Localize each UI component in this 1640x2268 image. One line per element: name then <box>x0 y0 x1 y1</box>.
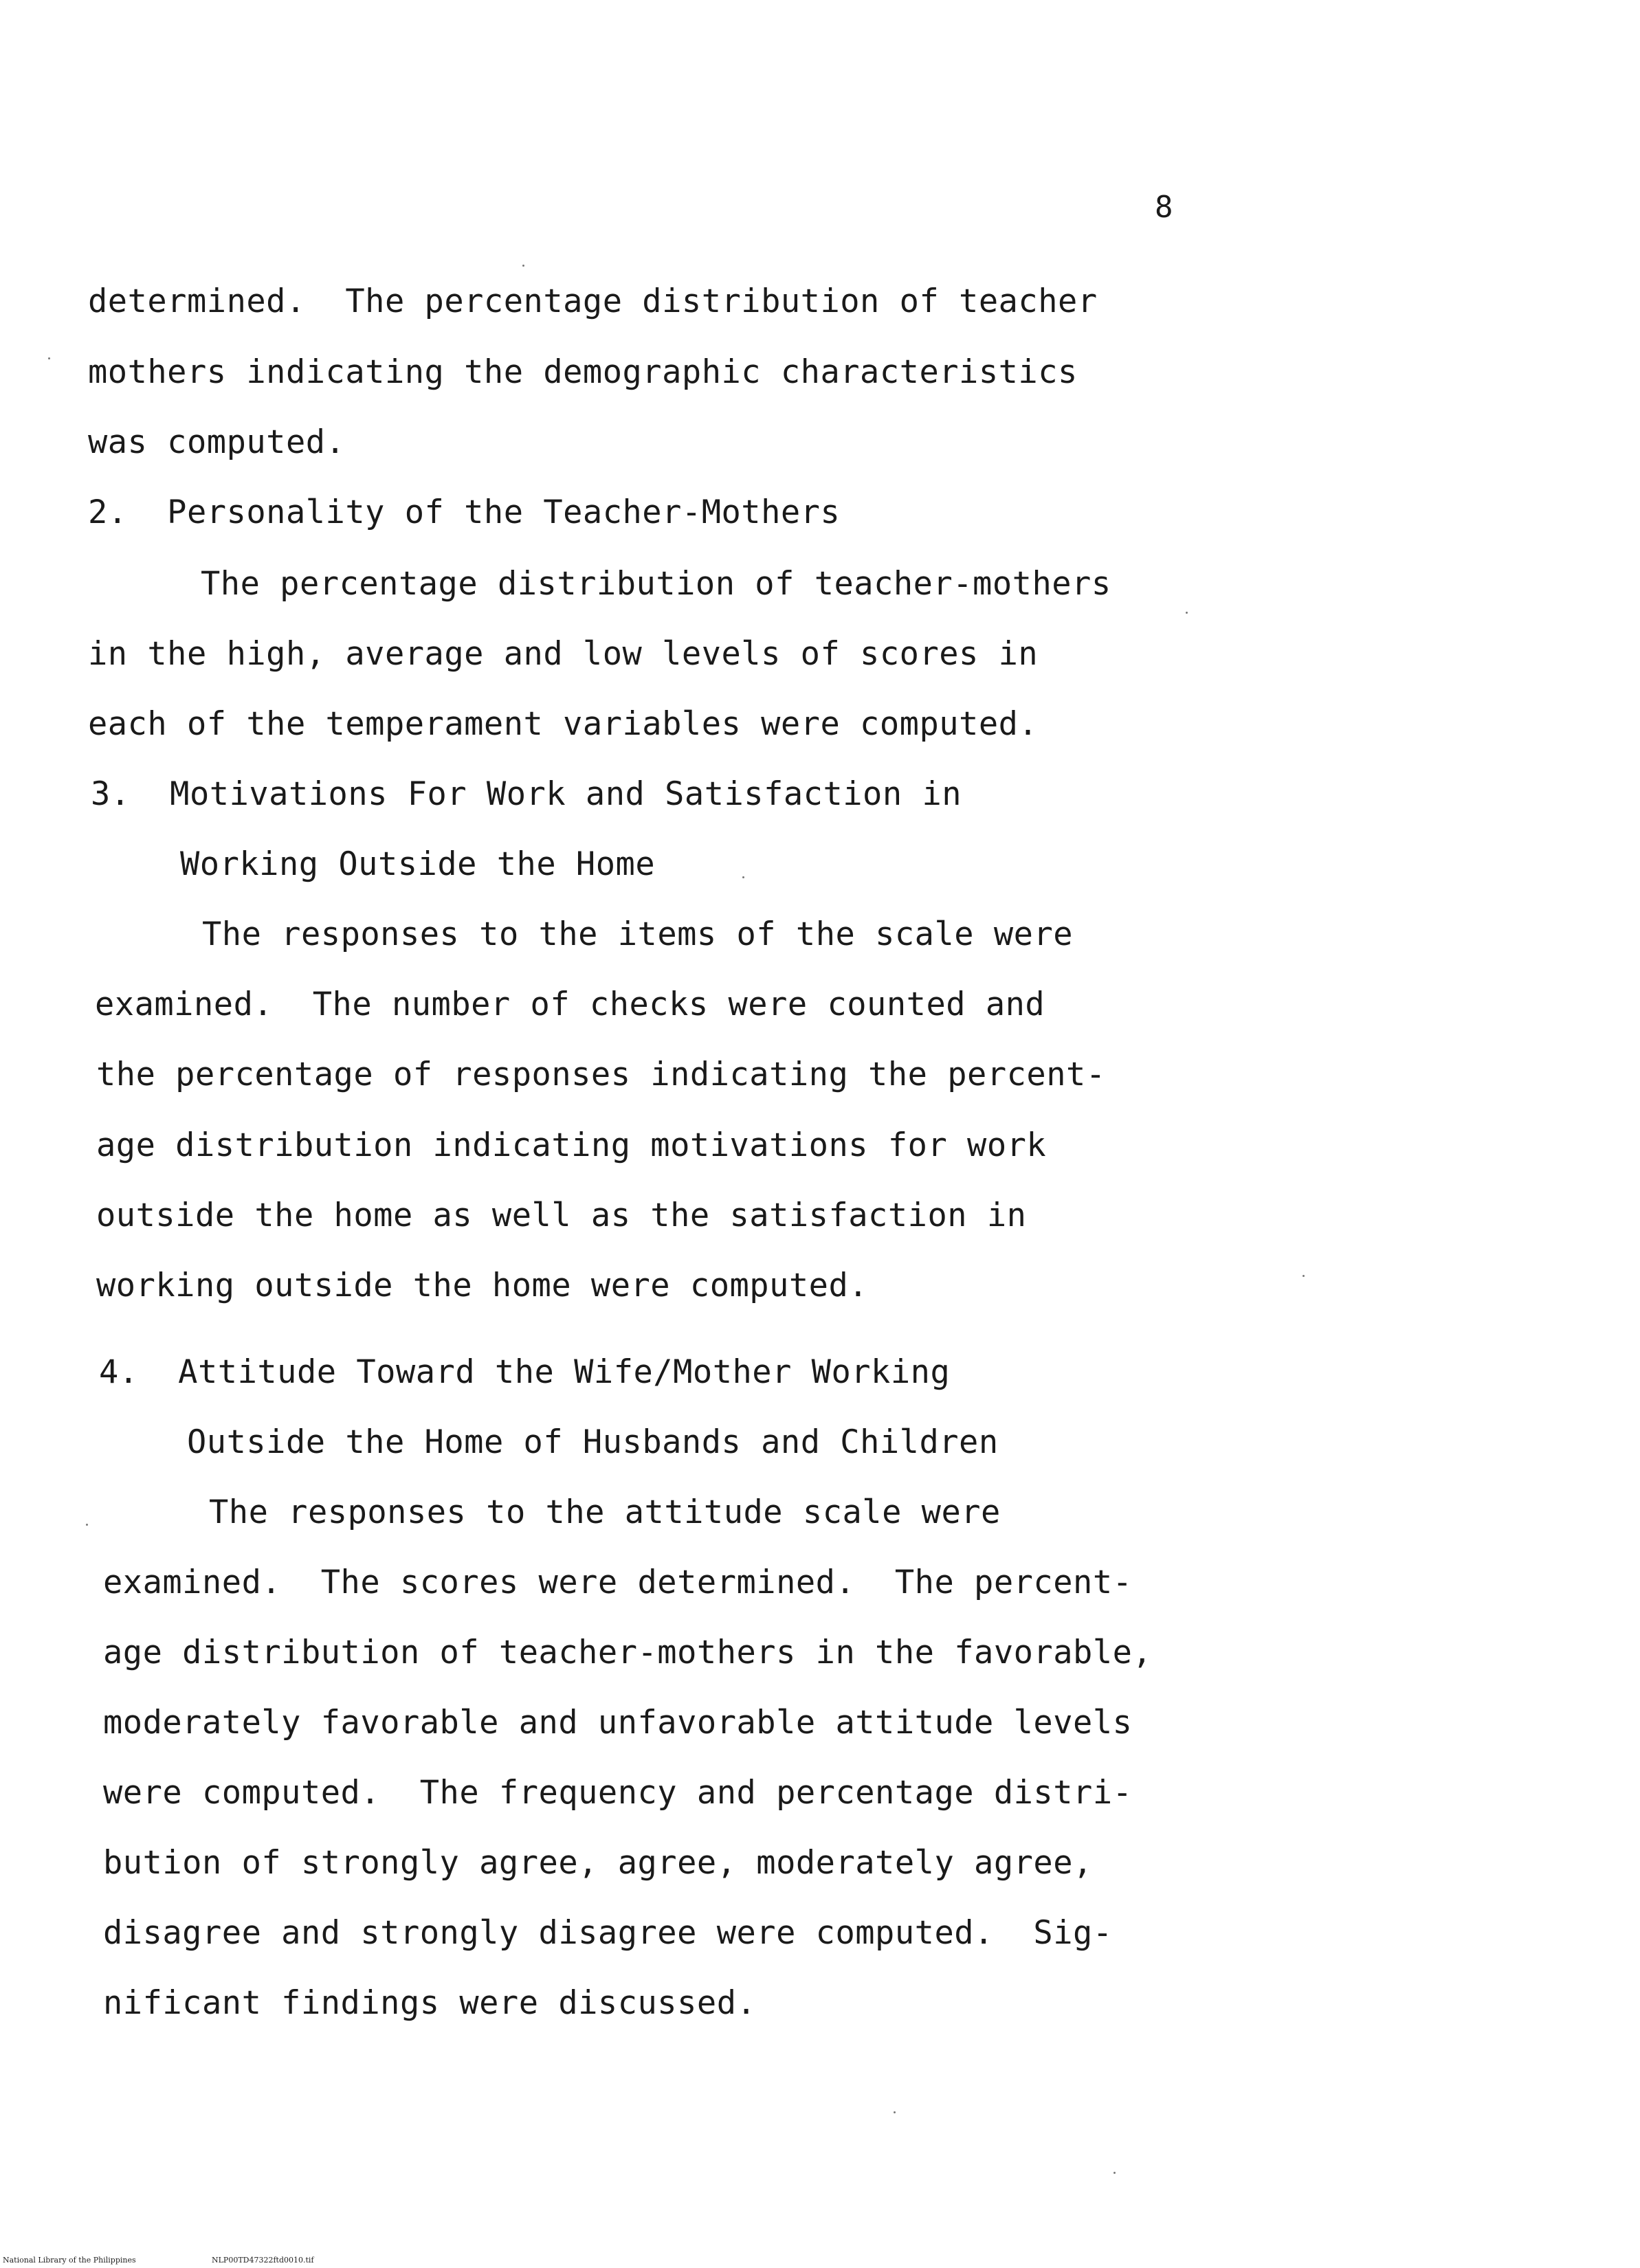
text-line: mothers indicating the demographic characteristics <box>88 353 1078 391</box>
text-line: examined. The number of checks were counted and <box>95 986 1045 1023</box>
section-heading: 4. Attitude Toward the Wife/Mother Working <box>99 1353 951 1391</box>
section-heading: 3. Motivations For Work and Satisfaction in <box>91 775 962 813</box>
text-line: The percentage distribution of teacher-mothers <box>201 565 1111 603</box>
scan-speck <box>742 876 744 878</box>
scan-speck <box>48 357 50 359</box>
footer-file-name: NLP00TD47322ftd0010.tif <box>212 2256 314 2265</box>
footer-library-credit: National Library of the Philippines <box>3 2256 136 2265</box>
text-line: working outside the home were computed. <box>96 1267 869 1304</box>
text-line: disagree and strongly disagree were computed. Sig- <box>103 1914 1113 1952</box>
scan-speck <box>1113 2172 1116 2174</box>
text-line: nificant findings were discussed. <box>103 1984 757 2022</box>
text-line: was computed. <box>88 423 346 461</box>
scan-speck <box>1303 1275 1305 1277</box>
text-line: determined. The percentage distribution of teacher <box>88 282 1098 320</box>
text-line: were computed. The frequency and percentage distri- <box>103 1774 1133 1812</box>
section-heading: Outside the Home of Husbands and Children <box>187 1423 999 1461</box>
text-line: bution of strongly agree, agree, moderately agree, <box>103 1844 1093 1882</box>
scan-speck <box>522 265 524 267</box>
scan-speck <box>1186 612 1188 614</box>
text-line: age distribution indicating motivations for work <box>96 1126 1047 1164</box>
section-heading: Working Outside the Home <box>180 845 656 883</box>
text-line: in the high, average and low levels of scores in <box>88 635 1039 673</box>
text-line: age distribution of teacher-mothers in the favorable, <box>103 1634 1153 1671</box>
scan-speck <box>86 1524 88 1526</box>
text-line: moderately favorable and unfavorable attitude levels <box>103 1704 1133 1742</box>
section-heading: 2. Personality of the Teacher-Mothers <box>88 493 841 531</box>
text-line: The responses to the attitude scale were <box>209 1493 1001 1531</box>
text-line: examined. The scores were determined. The percent- <box>103 1564 1133 1601</box>
text-line: the percentage of responses indicating the percent- <box>96 1056 1106 1093</box>
text-line: outside the home as well as the satisfaction in <box>96 1197 1027 1234</box>
text-line: each of the temperament variables were computed. <box>88 705 1039 743</box>
text-line: The responses to the items of the scale were <box>202 915 1074 953</box>
scan-speck <box>894 2111 896 2113</box>
page-number: 8 <box>1155 190 1173 225</box>
